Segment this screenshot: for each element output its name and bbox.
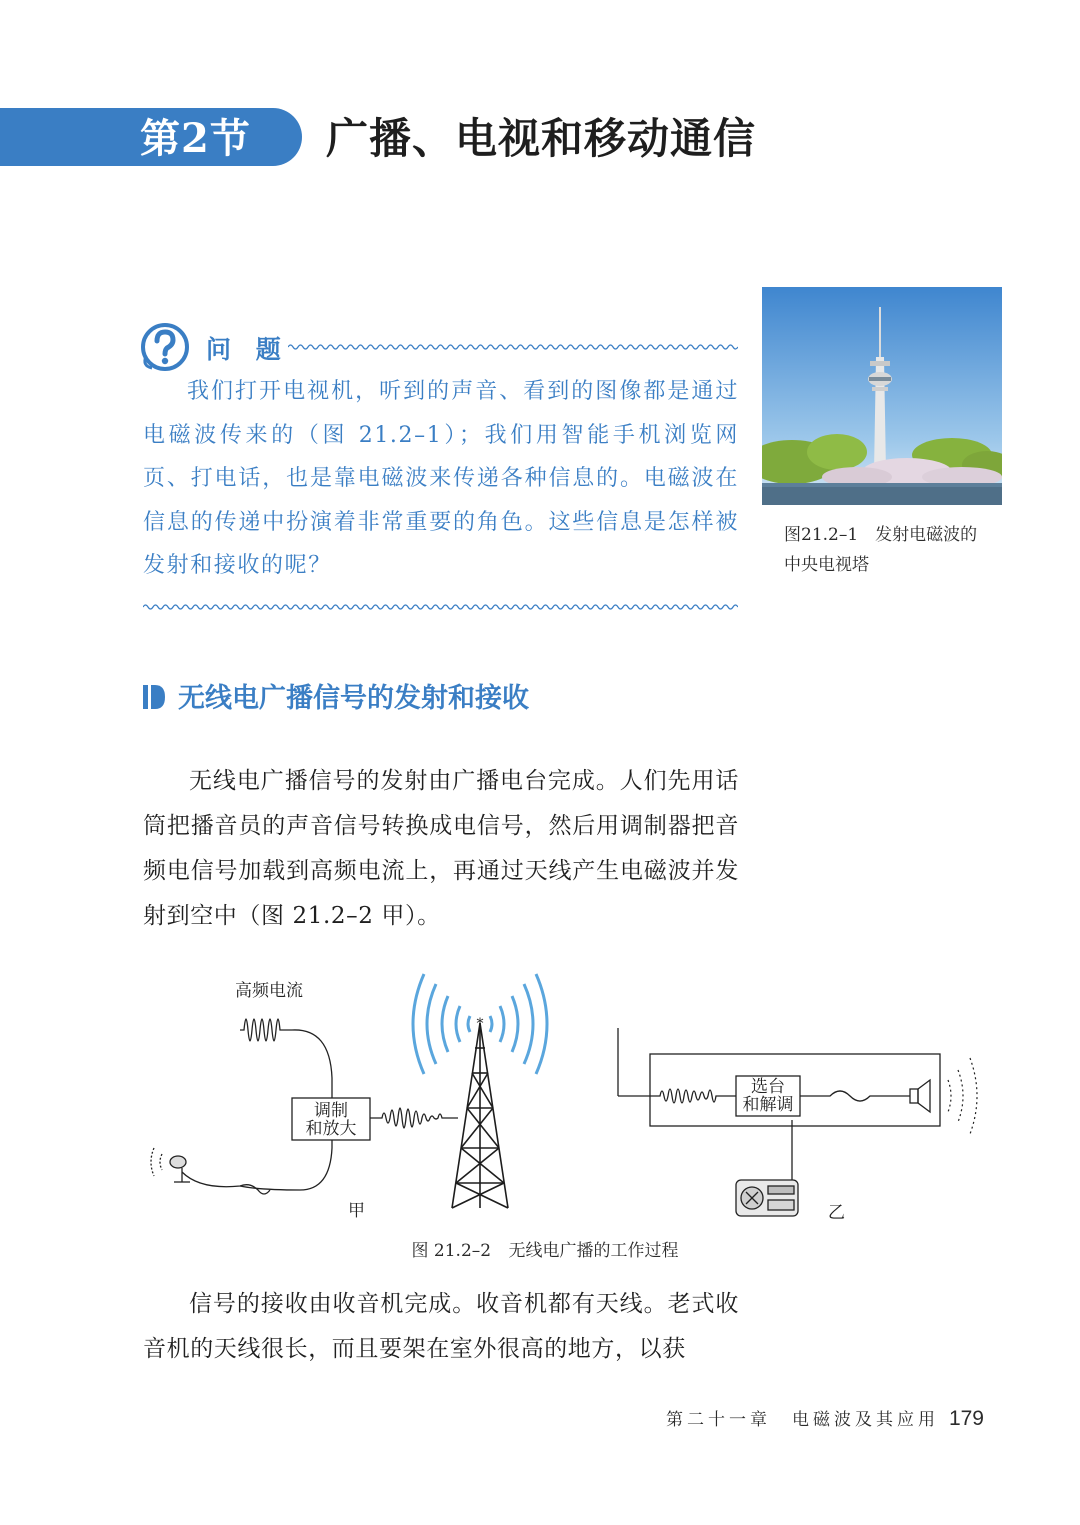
question-mark-icon xyxy=(140,322,190,372)
label-tune-1: 选台 xyxy=(751,1077,785,1097)
body-paragraph-1-text: 无线电广播信号的发射由广播电台完成。人们先用话筒把播音员的声音信号转换成电信号，然后用调制器把音频电信号加载到高频电流上，再通过天线产生电磁波并发射到空中（图 21.2–2 甲）。 xyxy=(143,768,739,929)
mic-wire xyxy=(182,1172,270,1194)
tv-tower-photo xyxy=(762,287,1002,505)
question-paragraph: 我们打开电视机，听到的声音、看到的图像都是通过电磁波传来的（图 21.2–1）；我们用智能手机浏览网页、打电话，也是靠电磁波来传递各种信息的。电磁波在信息的传递中扮演着非常重要的角色。这些信息是怎样被发射和接收的呢？ xyxy=(143,379,739,578)
microphone-icon xyxy=(151,1148,190,1182)
label-hf-current: 高频电流 xyxy=(235,981,303,1001)
transmission-tower-icon xyxy=(452,1023,508,1208)
subsection-title: 无线电广播信号的发射和接收 xyxy=(178,683,529,714)
label-yi: 乙 xyxy=(828,1203,845,1223)
received-wave xyxy=(652,1089,736,1103)
question-heading: 问 题 xyxy=(206,335,289,364)
question-text xyxy=(143,370,739,588)
chapter-title: 第二十一章 电磁波及其应用 xyxy=(665,1410,939,1430)
photo-caption xyxy=(784,520,1004,580)
body-paragraph-2 xyxy=(143,1282,739,1372)
body-paragraph-1 xyxy=(143,759,739,939)
body-paragraph-2-text: 信号的接收由收音机完成。收音机都有天线。老式收音机的天线很长，而且要架在室外很高的地方，以获 xyxy=(143,1291,739,1362)
wavy-divider-bottom xyxy=(143,602,738,612)
section-marker-icon xyxy=(143,683,165,711)
modulated-wave-left xyxy=(370,1108,458,1128)
figure-caption-number: 图 21.2–2 xyxy=(411,1241,492,1261)
hf-current-coil xyxy=(240,1019,292,1041)
wavy-divider-top xyxy=(288,342,738,352)
photo-caption-line2: 中央电视塔 xyxy=(784,555,869,575)
figure-caption xyxy=(0,1236,1080,1261)
section-label: 第2节 xyxy=(140,115,251,162)
radio-device-icon xyxy=(736,1180,798,1216)
photo-caption-line1: 图21.2–1 发射电磁波的 xyxy=(784,525,978,545)
page-footer xyxy=(666,1404,984,1434)
section-title: 广播、电视和移动通信 xyxy=(326,114,757,163)
radio-broadcast-diagram xyxy=(140,968,1000,1228)
speaker-icon xyxy=(910,1080,930,1112)
audio-wave xyxy=(800,1091,910,1101)
svg-text:*: * xyxy=(476,1016,484,1032)
page-number: 179 xyxy=(948,1407,984,1430)
label-tune-2: 和解调 xyxy=(742,1095,794,1115)
label-modulate-1: 调制 xyxy=(314,1101,348,1121)
label-jia: 甲 xyxy=(348,1201,365,1221)
speaker-sound-waves xyxy=(948,1058,977,1134)
label-modulate-2: 和放大 xyxy=(305,1119,357,1139)
figure-caption-text: 无线电广播的工作过程 xyxy=(508,1241,679,1261)
